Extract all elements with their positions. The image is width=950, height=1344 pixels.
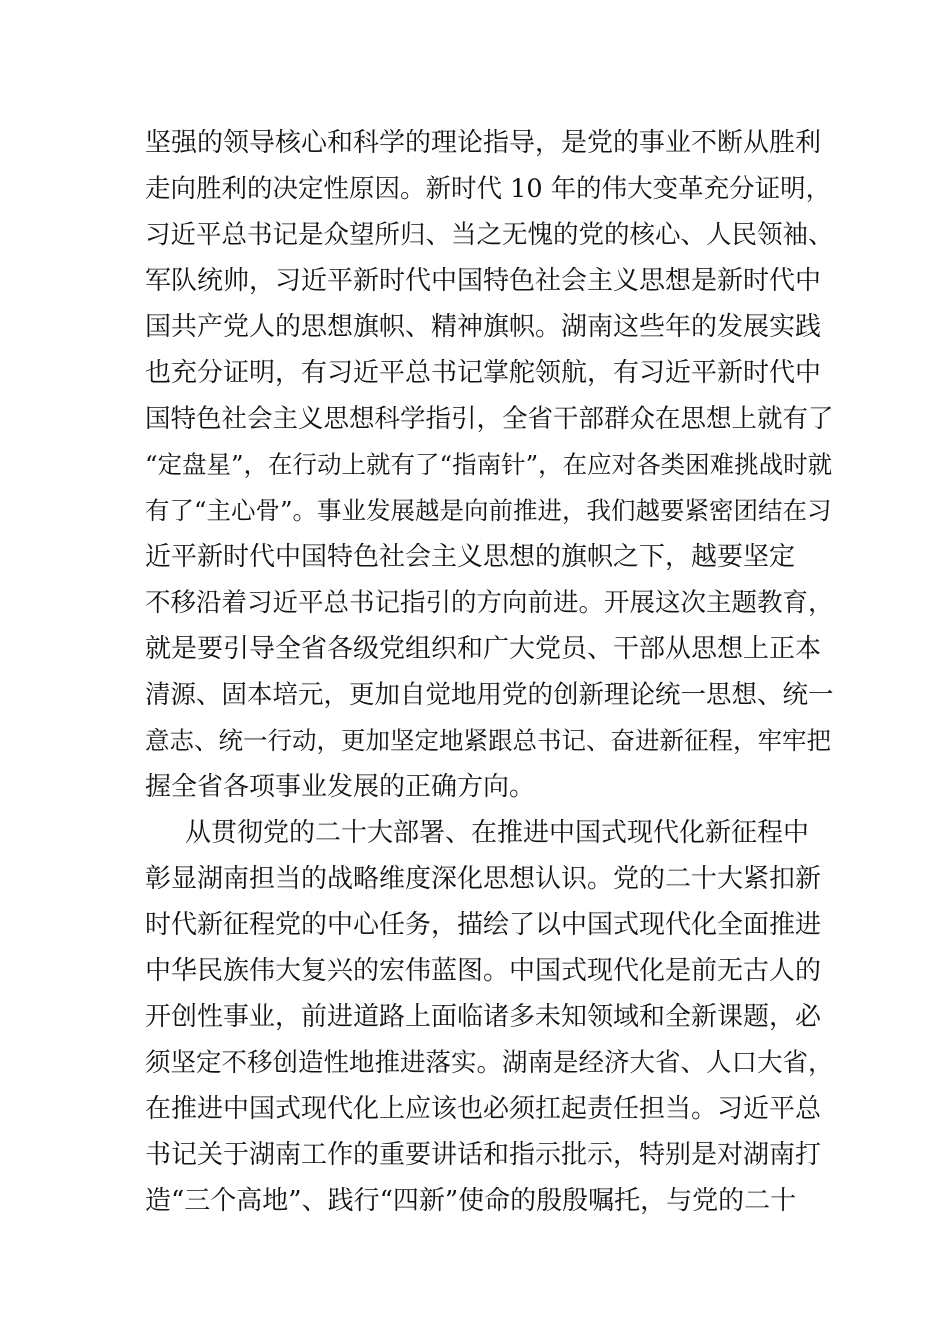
text-line: 国特色社会主义思想科学指引，全省干部群众在思想上就有了 [145, 404, 834, 434]
text-line: 清源、固本培元，更加自觉地用党的创新理论统一思想、统一 [145, 680, 834, 710]
text-line: 就是要引导全省各级党组织和广大党员、干部从思想上正本 [145, 634, 822, 664]
text-line: 意志、统一行动，更加坚定地紧跟总书记、奋进新征程，牢牢把 [145, 726, 831, 755]
text-line: 时代新征程党的中心任务，描绘了以中国式现代化全面推进 [145, 910, 822, 940]
text-line: 握全省各项事业发展的正确方向。 [145, 772, 536, 802]
text-line: 也充分证明，有习近平总书记掌舵领航，有习近平新时代中 [145, 358, 822, 388]
text-line: 造“三个高地”、践行“四新”使命的殷殷嘱托，与党的二十 [145, 1186, 797, 1216]
text-line: 军队统帅，习近平新时代中国特色社会主义思想是新时代中 [145, 266, 822, 296]
text-line: 中华民族伟大复兴的宏伟蓝图。中国式现代化是前无古人的 [145, 956, 822, 986]
text-line: 有了“主心骨”。事业发展越是向前推进，我们越要紧密团结在习 [145, 496, 832, 525]
text-line: 走向胜利的决定性原因。新时代 10 年的伟大变革充分证明， [145, 174, 832, 204]
text-line: “定盘星”，在行动上就有了“指南针”，在应对各类困难挑战时就 [145, 450, 833, 479]
text-line: 不移沿着习近平总书记指引的方向前进。开展这次主题教育， [145, 588, 834, 618]
text-line: 国共产党人的思想旗帜、精神旗帜。湖南这些年的发展实践 [145, 312, 822, 342]
paragraph-start-line: 从贯彻党的二十大部署、在推进中国式现代化新征程中 [185, 818, 810, 848]
text-line: 须坚定不移创造性地推进落实。湖南是经济大省、人口大省， [145, 1048, 834, 1078]
text-line: 开创性事业，前进道路上面临诸多未知领域和全新课题，必 [145, 1002, 822, 1032]
text-line: 书记关于湖南工作的重要讲话和指示批示，特别是对湖南打 [145, 1140, 822, 1170]
text-line: 坚强的领导核心和科学的理论指导，是党的事业不断从胜利 [145, 128, 822, 158]
text-line: 在推进中国式现代化上应该也必须扛起责任担当。习近平总 [145, 1094, 822, 1124]
text-line: 近平新时代中国特色社会主义思想的旗帜之下，越要坚定 [145, 542, 796, 572]
text-line: 彰显湖南担当的战略维度深化思想认识。党的二十大紧扣新 [145, 864, 822, 894]
text-line: 习近平总书记是众望所归、当之无愧的党的核心、人民领袖、 [145, 220, 834, 250]
body-text [145, 120, 835, 1224]
